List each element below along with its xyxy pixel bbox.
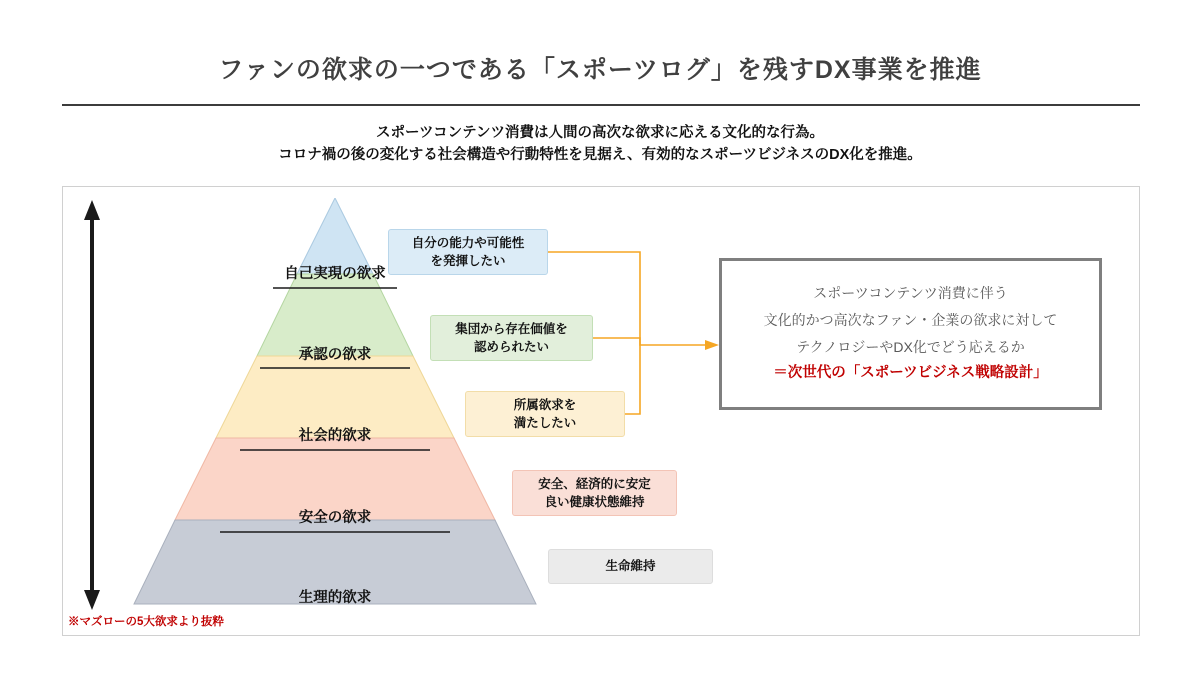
pyramid-label-social: 社会的欲求 [298, 428, 372, 444]
callout-esteem-line1: 集団から存在価値を [455, 321, 568, 336]
conclusion-box [719, 258, 1102, 410]
title-divider [62, 104, 1140, 106]
callout-social [465, 391, 625, 437]
pyramid-label-esteem: 承認の欲求 [298, 347, 372, 363]
page-title: ファンの欲求の一つである「スポーツログ」を残すDX事業を推進 [218, 56, 982, 84]
callout-esteem-line2: 認められたい [473, 340, 549, 354]
callout-physiological [548, 549, 713, 584]
conclusion-line-4: ＝次世代の「スポーツビジネス戦略設計」 [773, 365, 1048, 382]
footnote: ※マズローの5大欲求より抜粋 [68, 616, 224, 628]
pyramid-label-physiological: 生理的欲求 [298, 590, 372, 606]
conclusion-line-3: テクノロジーやDX化でどう応えるか [796, 338, 1025, 355]
callout-esteem [430, 315, 593, 361]
lead-line-2: コロナ禍の後の変化する社会構造や行動特性を見据え、有効的なスポーツビジネスのDX化を推進。 [278, 147, 922, 164]
pyramid-label-self-actualization: 自己実現の欲求 [284, 266, 386, 282]
callout-self-actualization-line1: 自分の能力や可能性 [411, 235, 525, 250]
conclusion-line-1: スポーツコンテンツ消費に伴う [813, 285, 1008, 302]
callout-safety-line1: 安全、経済的に安定 [538, 476, 651, 491]
callout-safety [512, 470, 677, 516]
pyramid-label-safety: 安全の欲求 [298, 510, 372, 526]
callout-self-actualization [388, 229, 548, 275]
vertical-arrow-icon [84, 200, 100, 610]
callout-social-line1: 所属欲求を [513, 397, 577, 412]
callout-physiological-line1: 生命維持 [605, 559, 656, 574]
lead-text [0, 122, 1200, 167]
callout-self-actualization-line2: を発揮したい [430, 254, 506, 268]
callout-social-line2: 満たしたい [513, 416, 577, 430]
callout-safety-line2: 良い健康状態維持 [544, 495, 645, 509]
conclusion-line-2: 文化的かつ高次なファン・企業の欲求に対して [763, 311, 1058, 328]
lead-line-1: スポーツコンテンツ消費は人間の高次な欲求に応える文化的な行為。 [376, 125, 824, 141]
